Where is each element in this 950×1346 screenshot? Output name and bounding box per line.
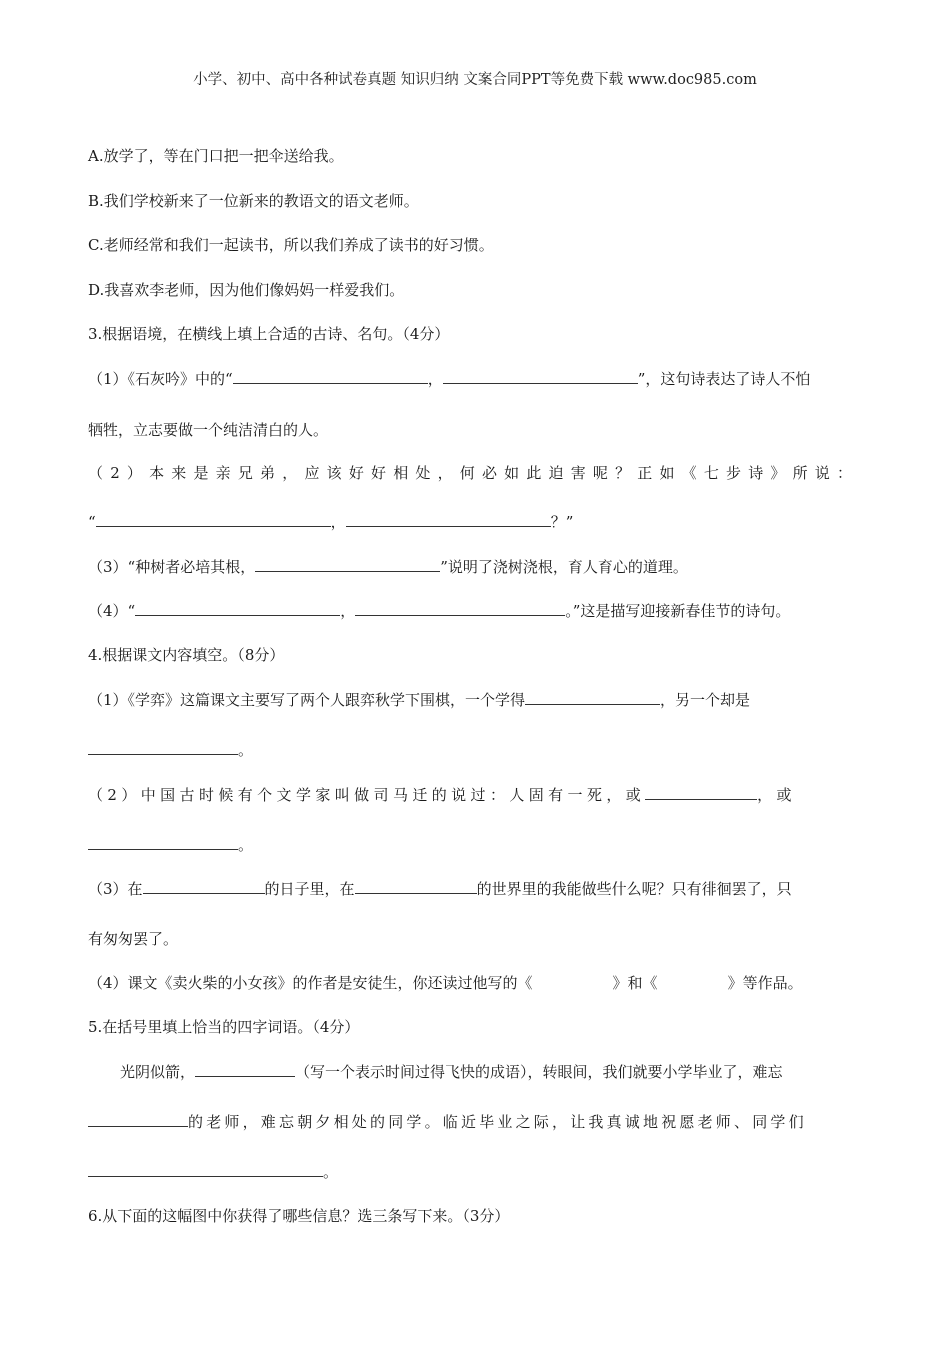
blank[interactable] <box>255 557 440 572</box>
q3-2-comma: ， <box>330 513 346 531</box>
q3-1-text-c: ”，这句诗表达了诗人不怕 <box>637 370 811 388</box>
q5-1-text-b: （写一个表示时间过得飞快的成语），转眼间，我们就要小学毕业了，难忘 <box>295 1063 783 1081</box>
q3-3-text-a: （3）“种树者必培其根， <box>88 558 256 576</box>
q3-item-1-cont: 牺牲，立志要做一个纯洁清白的人。 <box>88 421 329 439</box>
q4-item-2-cont <box>88 835 863 855</box>
q4-item-1 <box>88 690 863 710</box>
q4-item-3 <box>88 879 863 899</box>
q3-item-1 <box>88 369 863 389</box>
q3-4-text-c: 。”这是描写迎接新春佳节的诗句。 <box>565 602 791 620</box>
page-header: 小学、初中、高中各种试卷真题 知识归纳 文案合同PPT等免费下载 www.doc985.com <box>193 72 757 88</box>
q4-4-text-c: 》等作品。 <box>727 974 803 992</box>
q4-item-4 <box>88 973 863 993</box>
q3-item-4 <box>88 601 863 621</box>
q4-item-1-cont <box>88 740 863 760</box>
blank[interactable] <box>135 601 340 616</box>
blank[interactable] <box>88 740 238 755</box>
q5-2-text: 的老师，难忘朝夕相处的同学。临近毕业之际，让我真诚地祝愿老师、同学们 <box>188 1113 807 1131</box>
q3-1-text-b: ， <box>427 370 443 388</box>
q3-2-quote: “ <box>88 513 96 531</box>
blank[interactable] <box>645 785 757 800</box>
option-a: A.放学了，等在门口把一把伞送给我。 <box>88 147 344 165</box>
q4-3-text-a: （3）在 <box>88 880 143 898</box>
q3-3-text-b: ”说明了浇树浇根，育人育心的道理。 <box>440 558 688 576</box>
blank[interactable] <box>88 1162 323 1177</box>
q4-item-3-cont: 有匆匆罢了。 <box>88 930 179 948</box>
blank[interactable] <box>233 369 428 384</box>
question-5-title: 5.在括号里填上恰当的四字词语。（4分） <box>88 1018 360 1036</box>
q4-2-text-a: （2）中国古时候有个文学家叫做司马迁的说过：人固有一死，或 <box>88 786 646 804</box>
blank[interactable] <box>355 879 477 894</box>
q5-line-3 <box>88 1162 863 1182</box>
q3-item-2-cont <box>88 512 863 532</box>
q4-4-text-b: 》和《 <box>612 974 658 992</box>
q4-3-text-b: 的日子里，在 <box>264 880 355 898</box>
q4-1-text-a: （1）《学弈》这篇课文主要写了两个人跟弈秋学下围棋，一个学得 <box>88 691 526 709</box>
q3-2-end: ？” <box>550 513 574 531</box>
blank[interactable] <box>346 512 551 527</box>
option-b: B.我们学校新来了一位新来的教语文的语文老师。 <box>88 192 419 210</box>
q4-4-text-a: （4）课文《卖火柴的小女孩》的作者是安徒生，你还读过他写的《 <box>88 974 533 992</box>
q5-3-end: 。 <box>323 1163 339 1181</box>
q5-line-2 <box>88 1112 863 1132</box>
q5-1-text-a: 光阴似箭， <box>120 1063 196 1081</box>
blank[interactable] <box>195 1062 295 1077</box>
question-6-title: 6.从下面的这幅图中你获得了哪些信息？选三条写下来。（3分） <box>88 1207 510 1225</box>
blank[interactable] <box>143 879 265 894</box>
blank[interactable] <box>88 835 238 850</box>
q4-2-text-b: ，或 <box>757 786 796 804</box>
option-d: D.我喜欢李老师，因为他们像妈妈一样爱我们。 <box>88 281 405 299</box>
q5-line-1 <box>120 1062 863 1082</box>
blank[interactable] <box>96 512 331 527</box>
option-c: C.老师经常和我们一起读书，所以我们养成了读书的好习惯。 <box>88 236 494 254</box>
q3-4-text-b: ， <box>340 602 356 620</box>
blank[interactable] <box>525 690 660 705</box>
blank[interactable] <box>355 601 565 616</box>
q4-1-text-b: ，另一个却是 <box>660 691 751 709</box>
q4-1-end: 。 <box>238 741 254 759</box>
q3-item-3 <box>88 557 863 577</box>
q3-item-2: （2）本来是亲兄弟，应该好好相处，何必如此迫害呢？正如《七步诗》所说： <box>88 464 858 482</box>
blank[interactable] <box>88 1112 188 1127</box>
question-3-title: 3.根据语境，在横线上填上合适的古诗、名句。（4分） <box>88 325 450 343</box>
q4-item-2 <box>88 785 863 805</box>
q4-3-text-c: 的世界里的我能做些什么呢？只有徘徊罢了，只 <box>476 880 792 898</box>
question-4-title: 4.根据课文内容填空。（8分） <box>88 646 285 664</box>
q3-4-text-a: （4）“ <box>88 602 136 620</box>
blank[interactable] <box>443 369 638 384</box>
q4-2-end: 。 <box>238 836 254 854</box>
q3-1-text-a: （1）《石灰吟》中的“ <box>88 370 233 388</box>
